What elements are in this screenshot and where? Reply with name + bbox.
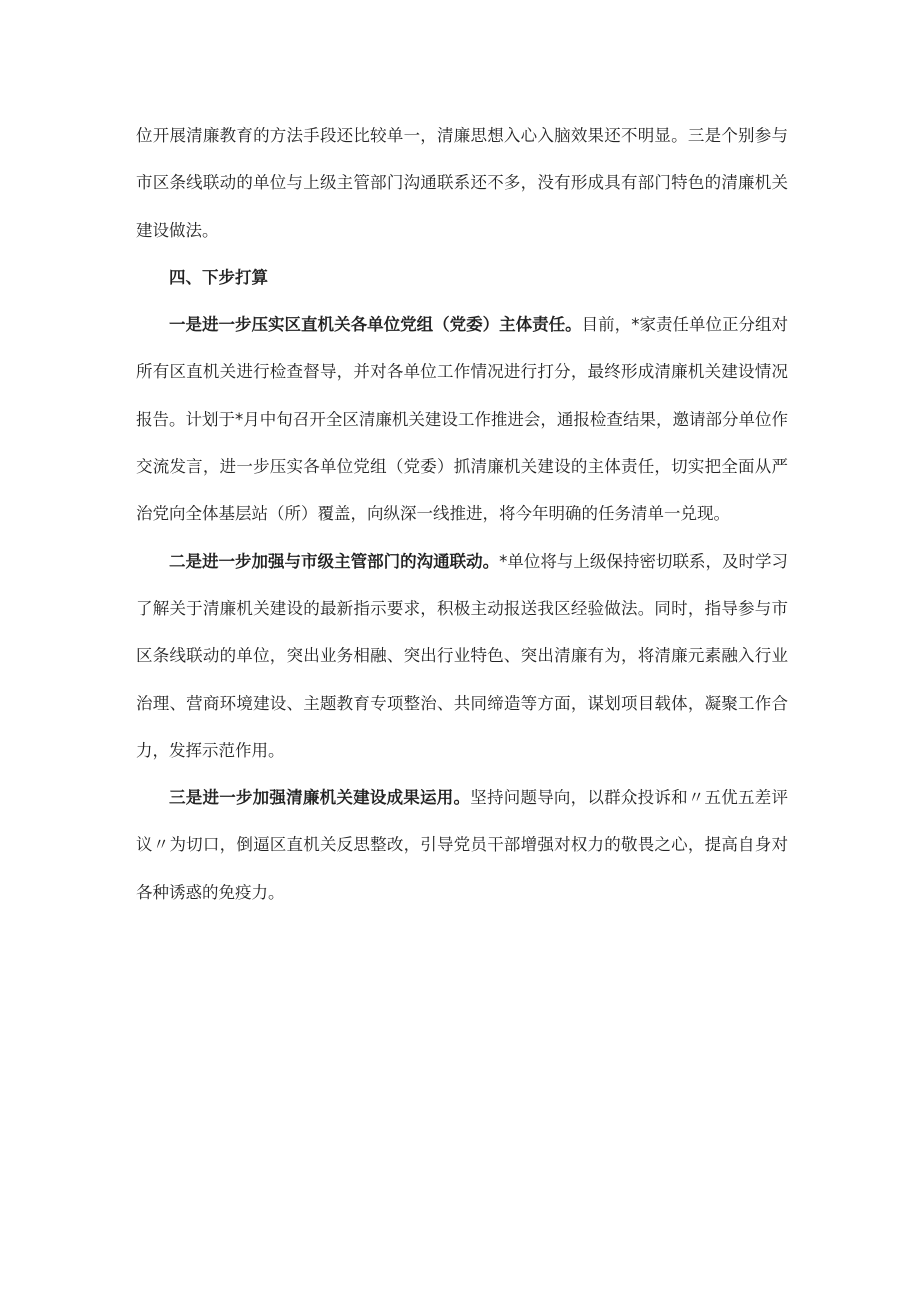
paragraph-body: 坚持问题导向，以群众投诉和〃五优五差评议〃为切口，倒逼区直机关反思整改，引导党员干部增强对权力的敬畏之心，提高自身对各种诱惑的免疫力。	[136, 788, 789, 902]
plan-paragraph-1	[136, 301, 788, 537]
plan-paragraph-3	[136, 774, 788, 916]
paragraph-lead: 二是进一步加强与市级主管部门的沟通联动。	[169, 551, 500, 571]
paragraph-body: *单位将与上级保持密切联系，及时学习了解关于清廉机关建设的最新指示要求，积极主动报送我区经验做法。同时，指导参与市区条线联动的单位，突出业务相融、突出行业特色、突出清廉有为，将清廉元素融入行业治理、营商环境建设、主题教育专项整治、共同缔造等方面，谋划项目载体，凝聚工作合力，发挥示范作用。	[136, 551, 789, 760]
section-heading: 四、下步打算	[169, 267, 268, 287]
paragraph-body: 目前，*家责任单位正分组对所有区直机关进行检查督导，并对各单位工作情况进行打分，最终形成清廉机关建设情况报告。计划于*月中旬召开全区清廉机关建设工作推进会，通报检查结果，邀请部分单位作交流发言，进一步压实各单位党组（党委）抓清廉机关建设的主体责任，切实把全面从严治党向全体基层站（所）覆盖，向纵深一线推进，将今年明确的任务清单一兑现。	[136, 315, 789, 524]
continued-paragraph: 位开展清廉教育的方法手段还比较单一，清廉思想入心入脑效果还不明显。三是个别参与市区条线联动的单位与上级主管部门沟通联系还不多，没有形成具有部门特色的清廉机关建设做法。	[136, 126, 788, 240]
paragraph-lead: 一是进一步压实区直机关各单位党组（党委）主体责任。	[169, 315, 582, 335]
plan-paragraph-2	[136, 538, 788, 774]
paragraph-lead: 三是进一步加强清廉机关建设成果运用。	[169, 788, 471, 808]
document-page	[136, 112, 788, 916]
